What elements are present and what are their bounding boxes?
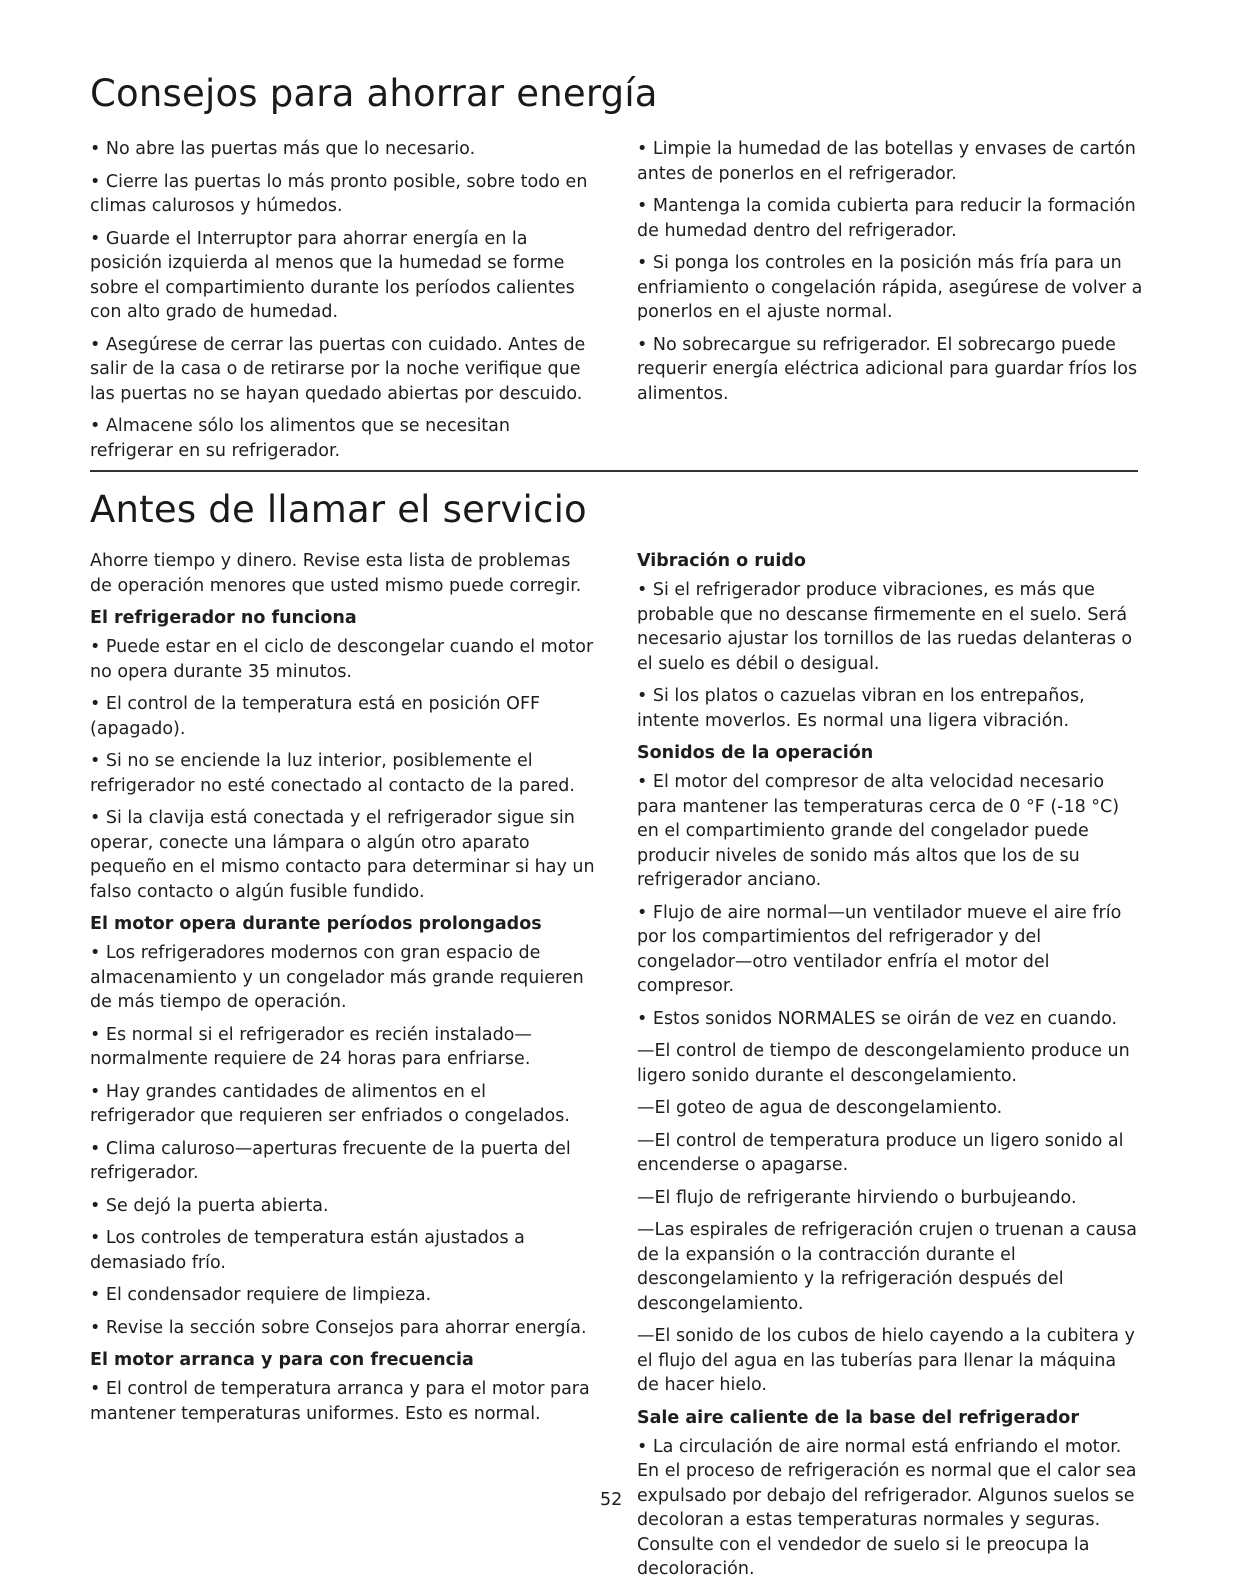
energy-tips-left-column <box>90 137 596 471</box>
section-heading-start-stop: El motor arranca y para con frecuencia <box>90 1350 474 1370</box>
list-item: • El control de la temperatura está en posición OFF (apagado). <box>90 694 541 739</box>
list-item: • Hay grandes cantidades de alimentos en el refrigerador que requieren ser enfriados o congelados. <box>90 1081 570 1126</box>
list-item: • Los controles de temperatura están ajustados a demasiado frío. <box>90 1228 525 1273</box>
section-heading-sounds: Sonidos de la operación <box>637 743 874 763</box>
list-item: • Estos sonidos NORMALES se oirán de vez en cuando. <box>637 1008 1118 1029</box>
section-heading-vibration: Vibración o ruido <box>637 551 806 571</box>
tip-item: • Mantenga la comida cubierta para reducir la formación de humedad dentro del refrigerador. <box>637 196 1136 241</box>
dash-item: —Las espirales de refrigeración crujen o truenan a causa de la expansión o la contracción durante el descongelamiento y la refrigeración después del descongelamiento. <box>637 1220 1138 1314</box>
list-item: • Si el refrigerador produce vibraciones, es más que probable que no descanse firmemente en el suelo. Será necesario ajustar los tornillos de las ruedas delanteras o el suelo es débil o desigual. <box>637 580 1133 674</box>
tip-item: • Cierre las puertas lo más pronto posible, sobre todo en climas calurosos y húmedos. <box>90 171 588 216</box>
service-left-column <box>90 549 596 1434</box>
dash-item: —El goteo de agua de descongelamiento. <box>637 1098 1003 1118</box>
dash-item: —El flujo de refrigerante hirviendo o burbujeando. <box>637 1187 1077 1208</box>
list-item: • Se dejó la puerta abierta. <box>90 1195 329 1216</box>
list-item: • El control de temperatura arranca y para el motor para mantener temperaturas uniformes. Esto es normal. <box>90 1379 590 1424</box>
tip-item: • No abre las puertas más que lo necesario. <box>90 139 476 159</box>
list-item: • Puede estar en el ciclo de descongelar cuando el motor no opera durante 35 minutos. <box>90 637 594 682</box>
dash-item: —El sonido de los cubos de hielo cayendo a la cubitera y el flujo del agua en las tuberías para llenar la máquina de hacer hielo. <box>637 1326 1135 1395</box>
page-number: 52 <box>600 1490 623 1510</box>
tip-item: • No sobrecargue su refrigerador. El sobrecargo puede requerir energía eléctrica adicional para guardar fríos los alimentos. <box>637 334 1138 404</box>
list-item: • La circulación de aire normal está enfriando el motor. En el proceso de refrigeración es normal que el calor sea expulsado por debajo del refrigerador. Algunos suelos se decoloran a estas temperaturas normales y seguras. Consulte con el vendedor de suelo si le preocupa la decoloración. <box>637 1436 1137 1579</box>
list-item: • Es normal si el refrigerador es recién instalado—normalmente requiere de 24 horas para enfriarse. <box>90 1024 532 1069</box>
service-title: Antes de llamar el servicio <box>90 488 587 531</box>
dash-item: —El control de tiempo de descongelamiento produce un ligero sonido durante el descongelamiento. <box>637 1041 1130 1086</box>
list-item: • Flujo de aire normal—un ventilador mueve el aire frío por los compartimientos del refrigerador y del congelador—otro ventilador enfría el motor del compresor. <box>637 902 1122 996</box>
service-right-column <box>637 549 1143 1590</box>
list-item: • Clima caluroso—aperturas frecuente de la puerta del refrigerador. <box>90 1138 571 1183</box>
list-item: • Si no se enciende la luz interior, posiblemente el refrigerador no esté conectado al contacto de la pared. <box>90 751 575 796</box>
tip-item: • Guarde el Interruptor para ahorrar energía en la posición izquierda al menos que la humedad se forme sobre el compartimiento durante los períodos calientes con alto grado de humedad. <box>90 228 575 322</box>
tip-item: • Almacene sólo los alimentos que se necesitan refrigerar en su refrigerador. <box>90 416 510 461</box>
section-heading-long-run: El motor opera durante períodos prolongados <box>90 914 542 934</box>
list-item: • Revise la sección sobre Consejos para ahorrar energía. <box>90 1317 587 1338</box>
section-divider <box>90 470 1138 472</box>
list-item: • El motor del compresor de alta velocidad necesario para mantener las temperaturas cerca de 0 °F (-18 °C) en el compartimiento grande del congelador puede producir niveles de sonido más altos que los de su refrigerador anciano. <box>637 772 1120 890</box>
section-heading-warm-air: Sale aire caliente de la base del refrigerador <box>637 1407 1079 1428</box>
energy-tips-title: Consejos para ahorrar energía <box>90 72 658 115</box>
tip-item: • Asegúrese de cerrar las puertas con cuidado. Antes de salir de la casa o de retirarse por la noche verifique que las puertas no se hayan quedado abiertas por descuido. <box>90 334 586 404</box>
service-intro: Ahorre tiempo y dinero. Revise esta lista de problemas de operación menores que usted mismo puede corregir. <box>90 551 582 596</box>
list-item: • Si los platos o cazuelas vibran en los entrepaños, intente moverlos. Es normal una ligera vibración. <box>637 686 1085 731</box>
list-item: • El condensador requiere de limpieza. <box>90 1285 432 1305</box>
tip-item: • Si ponga los controles en la posición más fría para un enfriamiento o congelación rápida, asegúrese de volver a ponerlos en el ajuste normal. <box>637 253 1143 322</box>
dash-item: —El control de temperatura produce un ligero sonido al encenderse o apagarse. <box>637 1130 1124 1175</box>
section-heading-not-working: El refrigerador no funciona <box>90 608 357 628</box>
list-item: • Si la clavija está conectada y el refrigerador sigue sin operar, conecte una lámpara o algún otro aparato pequeño en el mismo contacto para determinar si hay un falso contacto o algún fusible fundido. <box>90 808 595 902</box>
energy-tips-right-column <box>637 137 1143 414</box>
list-item: • Los refrigeradores modernos con gran espacio de almacenamiento y un congelador más grande requieren de más tiempo de operación. <box>90 943 584 1012</box>
tip-item: • Limpie la humedad de las botellas y envases de cartón antes de ponerlos en el refrigerador. <box>637 139 1136 184</box>
